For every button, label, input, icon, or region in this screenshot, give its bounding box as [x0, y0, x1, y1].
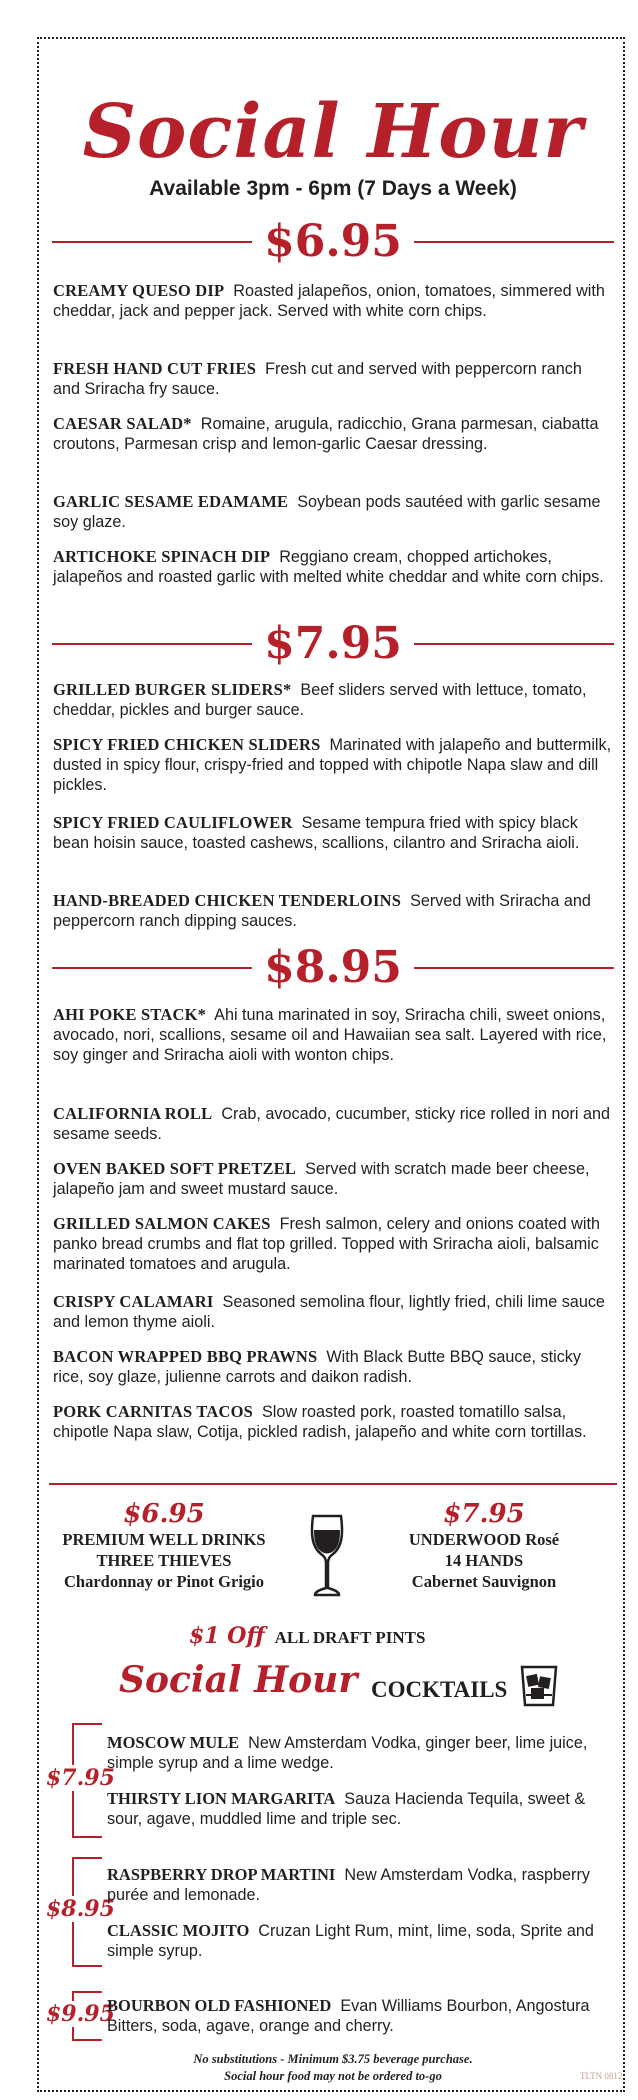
item-desc: Sesame tempura fried with spicy black bean hoisin sauce, toasted cashews, scallions, cilantro and Sriracha aioli.: [53, 814, 580, 852]
drinks-line: Chardonnay or Pinot Grigio: [63, 1572, 264, 1591]
section-price: $8.95: [264, 942, 402, 993]
item-name: AHI POKE STACK*: [53, 1005, 207, 1024]
draft-off: $1 Off: [189, 1623, 265, 1649]
item-desc: Fresh cut and served with peppercorn ranch and Sriracha fry sauce.: [53, 360, 582, 398]
item-desc: Seasoned semolina flour, lightly fried, chili lime sauce and lemon thyme aioli.: [53, 1293, 605, 1331]
menu-item: [53, 359, 613, 399]
item-desc: Served with Sriracha and peppercorn ranch dipping sauces.: [53, 892, 591, 930]
menu-item: [53, 547, 613, 587]
draft-label: ALL DRAFT PINTS: [274, 1628, 426, 1647]
drinks-price: $7.95: [443, 1499, 525, 1529]
menu-item: [53, 1347, 613, 1387]
cocktail-item: [107, 1733, 617, 1773]
price-header-795: [52, 619, 614, 669]
item-desc: Crab, avocado, cucumber, sticky rice rolled in nori and sesame seeds.: [53, 1105, 611, 1143]
item-desc: Ahi tuna marinated in soy, Sriracha chili, sweet onions, avocado, nori, scallions, sesame oil and Hawaiian sea salt. Layered with rice, soy ginger and Sriracha aioli with wonton chips.: [53, 1006, 607, 1064]
price-rule-left: [52, 643, 252, 645]
menu-item: [53, 1159, 613, 1199]
item-name: HAND-BREADED CHICKEN TENDERLOINS: [53, 891, 402, 910]
item-desc: Reggiano cream, chopped artichokes, jalapeños and roasted garlic with melted white cheddar and white corn chips.: [53, 548, 604, 586]
price-rule-left: [52, 241, 252, 243]
item-name: SPICY FRIED CHICKEN SLIDERS: [53, 735, 321, 754]
menu-item: [53, 414, 613, 454]
drinks-line: 14 HANDS: [444, 1551, 524, 1570]
item-desc: Beef sliders served with lettuce, tomato, cheddar, pickles and burger sauce.: [53, 681, 587, 719]
item-desc: With Black Butte BBQ sauce, sticky rice, soy glaze, julienne carrots and daikon radish.: [53, 1348, 581, 1386]
cocktail-desc: New Amsterdam Vodka, ginger beer, lime juice, simple syrup and a lime wedge.: [107, 1734, 588, 1772]
cocktail-item: [107, 1921, 617, 1961]
cocktail-name: BOURBON OLD FASHIONED: [107, 1996, 332, 2015]
item-name: PORK CARNITAS TACOS: [53, 1402, 253, 1421]
price-rule-left: [52, 967, 252, 969]
cocktail-item: [107, 1789, 617, 1829]
footer-line: Social hour food may not be ordered to-go: [224, 2069, 442, 2083]
cocktail-desc: Evan Williams Bourbon, Angostura Bitters, soda, agave, orange and cherry.: [107, 1997, 590, 2035]
item-name: CRISPY CALAMARI: [53, 1292, 214, 1311]
item-name: CREAMY QUESO DIP: [53, 281, 225, 300]
menu-item: [53, 1292, 613, 1332]
menu-item: [53, 1214, 613, 1274]
menu-item: [53, 1402, 613, 1442]
price-rule-right: [414, 241, 614, 243]
cocktail-name: CLASSIC MOJITO: [107, 1921, 250, 1940]
drinks-line: THREE THIEVES: [96, 1551, 232, 1570]
cocktail-item: [107, 1996, 617, 2036]
menu-item: [53, 1005, 613, 1065]
menu-title: Social Hour: [82, 89, 584, 175]
section-divider: [49, 1483, 617, 1485]
item-desc: Marinated with jalapeño and buttermilk, dusted in spicy flour, crispy-fried and topped with chipotle Napa slaw and dill pickles.: [53, 736, 612, 794]
cocktail-desc: Sauza Hacienda Tequila, sweet & sour, agave, muddled lime and triple sec.: [107, 1790, 586, 1828]
drinks-right: [369, 1499, 599, 1592]
item-name: ARTICHOKE SPINACH DIP: [53, 547, 271, 566]
item-name: OVEN BAKED SOFT PRETZEL: [53, 1159, 297, 1178]
bracket-price: $8.95: [46, 1896, 115, 1922]
menu-item: [53, 680, 613, 720]
item-desc: Fresh salmon, celery and onions coated with panko bread crumbs and flat top grilled. Topped with Sriracha aioli, balsamic marinated tomatoes and arugula.: [53, 1215, 600, 1273]
rocks-glass-icon: [519, 1661, 559, 1709]
item-desc: Soybean pods sautéed with garlic sesame soy glaze.: [53, 493, 601, 531]
print-code: TLTN 0812: [580, 2071, 623, 2081]
item-desc: Romaine, arugula, radicchio, Grana parmesan, ciabatta croutons, Parmesan crisp and lemon-garlic Caesar dressing.: [53, 415, 599, 453]
item-name: CALIFORNIA ROLL: [53, 1104, 213, 1123]
item-desc: Served with scratch made beer cheese, jalapeño jam and sweet mustard sauce.: [53, 1160, 590, 1198]
cocktail-desc: Cruzan Light Rum, mint, lime, soda, Sprite and simple syrup.: [107, 1922, 594, 1960]
cocktail-name: RASPBERRY DROP MARTINI: [107, 1865, 336, 1884]
menu-item: [53, 891, 613, 931]
drinks-line: Cabernet Sauvignon: [411, 1572, 557, 1591]
item-name: CAESAR SALAD*: [53, 414, 192, 433]
menu-item: [53, 281, 613, 321]
cocktails-title: COCKTAILS: [371, 1677, 508, 1702]
menu-item: [53, 492, 613, 532]
section-price: $6.95: [264, 216, 402, 267]
section-price: $7.95: [264, 618, 402, 669]
price-header-895: [52, 943, 614, 993]
menu-item: [53, 1104, 613, 1144]
cocktails-header: [119, 1659, 559, 1719]
wine-glass-icon: [307, 1512, 347, 1600]
draft-pints-offer: [189, 1623, 489, 1649]
menu-page: [37, 37, 625, 2092]
menu-item: [53, 735, 613, 795]
item-name: GRILLED BURGER SLIDERS*: [53, 680, 292, 699]
cocktail-name: MOSCOW MULE: [107, 1733, 240, 1752]
drinks-left: [49, 1499, 279, 1592]
item-desc: Slow roasted pork, roasted tomatillo salsa, chipotle Napa slaw, Cotija, pickled radish, jalapeño and white corn tortillas.: [53, 1403, 587, 1441]
drinks-line: UNDERWOOD Rosé: [408, 1530, 560, 1549]
item-name: BACON WRAPPED BBQ PRAWNS: [53, 1347, 318, 1366]
drinks-price: $6.95: [123, 1499, 205, 1529]
item-desc: Roasted jalapeños, onion, tomatoes, simmered with cheddar, jack and pepper jack. Served with white corn chips.: [53, 282, 605, 320]
item-name: GRILLED SALMON CAKES: [53, 1214, 271, 1233]
item-name: SPICY FRIED CAULIFLOWER: [53, 813, 293, 832]
price-rule-right: [414, 967, 614, 969]
bracket-price: $7.95: [46, 1765, 115, 1791]
cocktail-item: [107, 1865, 617, 1905]
item-name: GARLIC SESAME EDAMAME: [53, 492, 289, 511]
item-name: FRESH HAND CUT FRIES: [53, 359, 257, 378]
cocktails-script-title: Social Hour: [119, 1659, 358, 1701]
drinks-line: PREMIUM WELL DRINKS: [62, 1530, 266, 1549]
footer-note: [39, 2051, 627, 2085]
price-header-695: [52, 217, 614, 267]
footer-line: No substitutions - Minimum $3.75 beverage purchase.: [193, 2052, 473, 2066]
menu-item: [53, 813, 613, 853]
cocktail-desc: New Amsterdam Vodka, raspberry purée and lemonade.: [107, 1866, 590, 1904]
price-rule-right: [414, 643, 614, 645]
availability-text: Available 3pm - 6pm (7 Days a Week): [149, 177, 517, 200]
cocktail-name: THIRSTY LION MARGARITA: [107, 1789, 336, 1808]
bracket-price: $9.95: [46, 2001, 115, 2027]
